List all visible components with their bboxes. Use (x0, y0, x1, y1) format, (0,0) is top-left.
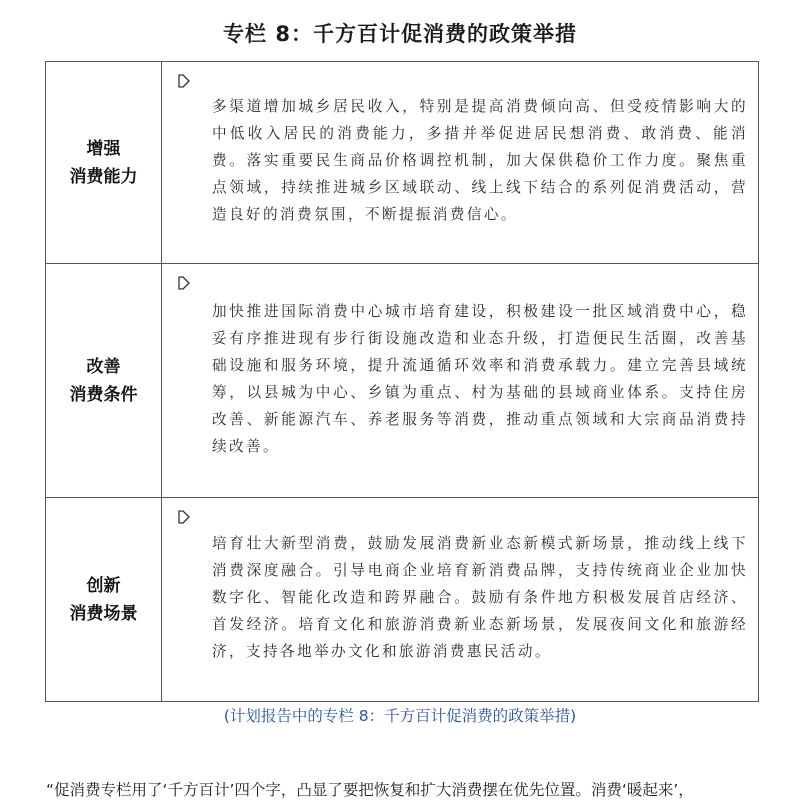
row-label-line1: 增强 (86, 138, 121, 159)
hollow-arrow-icon (176, 275, 192, 291)
row-content (162, 498, 759, 702)
row-content (162, 62, 759, 264)
table-row (46, 498, 759, 702)
hollow-arrow-icon (176, 509, 192, 525)
row-text: 培育壮大新型消费，鼓励发展消费新业态新模式新场景，推动线上线下消费深度融合。引导电商企业培育新消费品牌，支持传统商业企业加快数字化、智能化改造和跨界融合。鼓励有条件地方积极发展首店经济、首发经济。培育文化和旅游消费新业态新场景，发展夜间文化和旅游经济，支持各地举办文化和旅游消费惠民活动。 (212, 535, 748, 660)
row-label (46, 498, 162, 702)
row-label-line2: 消费场景 (69, 603, 138, 624)
row-label (46, 62, 162, 264)
row-label-line2: 消费条件 (69, 384, 138, 405)
page-title: 专栏 8：千方百计促消费的政策举措 (223, 22, 577, 46)
policy-table (45, 61, 759, 702)
row-text: 加快推进国际消费中心城市培育建设，积极建设一批区域消费中心，稳妥有序推进现有步行街设施改造和业态升级，打造便民生活圈，改善基础设施和服务环境，提升流通循环效率和消费承载力。建立完善县域统筹，以县城为中心、乡镇为重点、村为基础的县域商业体系。支持住房改善、新能源汽车、养老服务等消费，推动重点领域和大宗商品消费持续改善。 (212, 302, 748, 455)
row-label-line1: 创新 (86, 575, 121, 596)
row-text: 多渠道增加城乡居民收入，特别是提高消费倾向高、但受疫情影响大的中低收入居民的消费能力，多措并举促进居民想消费、敢消费、能消费。落实重要民生商品价格调控机制，加大保供稳价工作力度。聚焦重点领域，持续推进城乡区域联动、线上线下结合的系列促消费活动，营造良好的消费氛围，不断提振消费信心。 (212, 98, 748, 223)
table-row (46, 62, 759, 264)
table-row (46, 264, 759, 498)
figure-caption: (计划报告中的专栏 8：千方百计促消费的政策举措) (223, 707, 577, 725)
row-label-line2: 消费能力 (69, 166, 138, 187)
body-paragraph: “促消费专栏用了‘千方百计’四个字，凸显了要把恢复和扩大消费摆在优先位置。消费‘暖起来’， (46, 781, 694, 799)
row-label-line1: 改善 (86, 356, 121, 377)
row-label (46, 264, 162, 498)
hollow-arrow-icon (176, 73, 192, 89)
row-content (162, 264, 759, 498)
